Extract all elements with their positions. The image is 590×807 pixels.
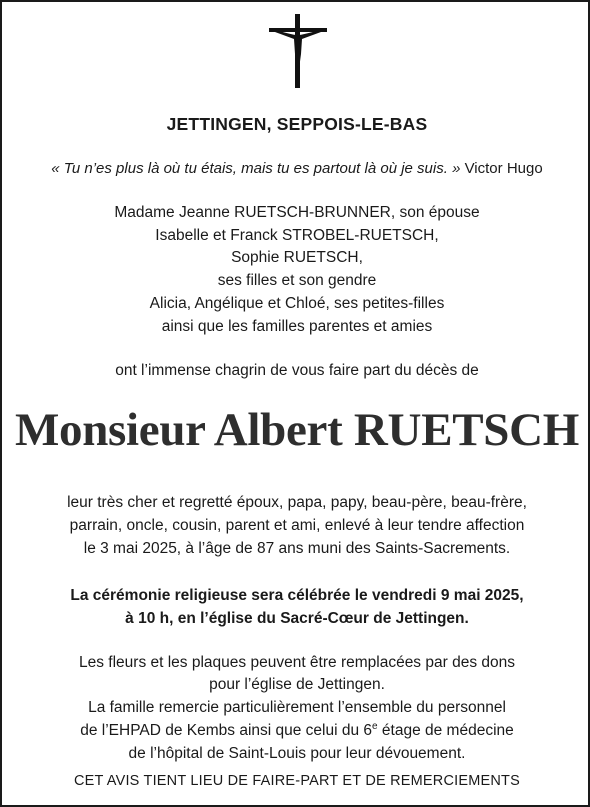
family-line: Sophie RUETSCH, <box>231 249 363 266</box>
thanks-text: étage de médecine <box>377 722 514 739</box>
family-line: Madame Jeanne RUETSCH-BRUNNER, son épouse <box>114 204 480 221</box>
family-line: ses filles et son gendre <box>217 272 377 289</box>
announcement-text: ont l’immense chagrin de vous faire part du décès de <box>115 362 479 379</box>
ceremony-line: à 10 h, en l’église du Sacré-Cœur de Jettingen. <box>125 610 469 627</box>
family-line: Isabelle et Franck STROBEL-RUETSCH, <box>155 227 439 244</box>
closing-notice: CET AVIS TIENT LIEU DE FAIRE-PART ET DE REMERCIEMENTS <box>74 773 520 789</box>
flowers-line: Les fleurs et les plaques peuvent être remplacées par des dons <box>79 654 515 671</box>
flowers-line: pour l’église de Jettingen. <box>209 676 385 693</box>
thanks-superscript: e <box>372 720 378 732</box>
thanks-line: de l’hôpital de Saint-Louis pour leur dévouement. <box>128 745 466 762</box>
description-line: leur très cher et regretté époux, papa, papy, beau-père, beau-frère, <box>67 494 527 511</box>
deceased-name: Monsieur Albert RUETSCH <box>14 404 580 456</box>
family-line: Alicia, Angélique et Chloé, ses petites-filles <box>149 295 445 312</box>
description-line: le 3 mai 2025, à l’âge de 87 ans muni des Saints-Sacrements. <box>83 540 511 557</box>
location-heading: JETTINGEN, SEPPOIS-LE-BAS <box>166 114 428 134</box>
thanks-line <box>2 721 590 741</box>
family-line: ainsi que les familles parentes et amies <box>161 318 433 335</box>
crucifix-icon <box>269 14 327 88</box>
epigraph-quote <box>2 159 590 179</box>
thanks-line: La famille remercie particulièrement l’ensemble du personnel <box>88 699 506 716</box>
quote-text: « Tu n’es plus là où tu étais, mais tu es partout là où je suis. » <box>51 160 461 177</box>
description-line: parrain, oncle, cousin, parent et ami, enlevé à leur tendre affection <box>69 517 525 534</box>
ceremony-line: La cérémonie religieuse sera célébrée le vendredi 9 mai 2025, <box>70 587 524 604</box>
quote-author: Victor Hugo <box>464 160 543 177</box>
thanks-text: de l’EHPAD de Kembs ainsi que celui du 6 <box>80 722 373 739</box>
